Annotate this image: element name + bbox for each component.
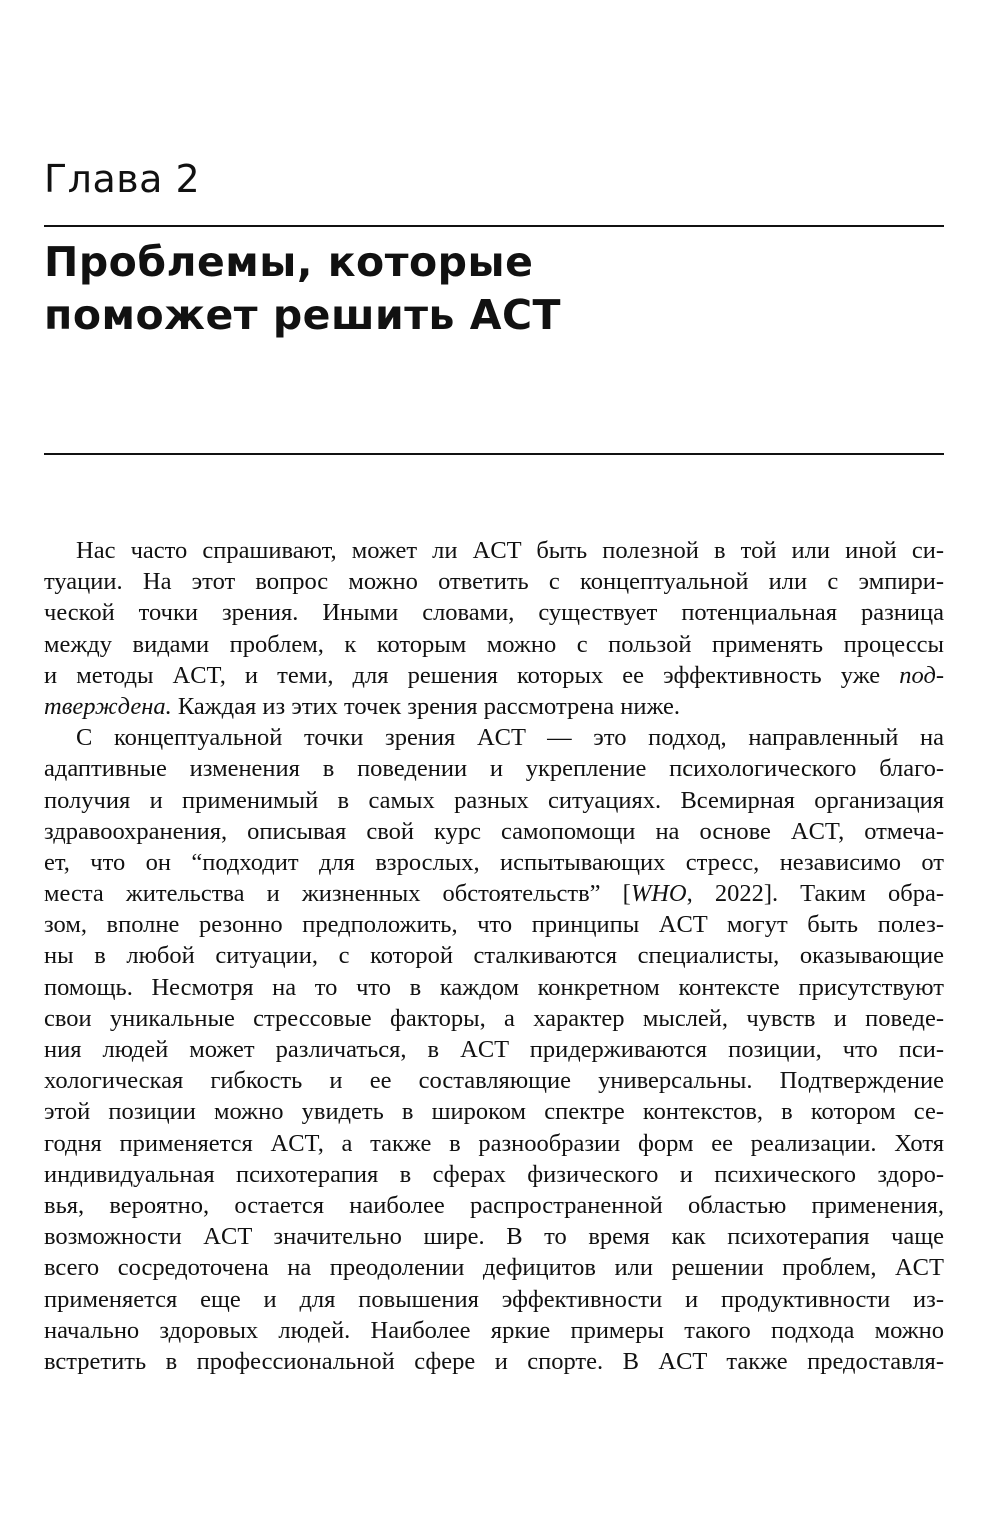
text-line xyxy=(44,972,944,1003)
bottom-divider xyxy=(44,453,944,455)
text-segment: места жительства и жизненных обстоятельств” [ xyxy=(44,880,631,908)
text-segment: зом, вполне резонно предположить, что принципы ACT могут быть полез- xyxy=(44,911,944,939)
text-segment: ческой точки зрения. Иными словами, существует потенциальная разница xyxy=(44,599,944,627)
chapter-label: Глава 2 xyxy=(44,157,201,201)
text-segment: помощь. Несмотря на то что в каждом конкретном контексте присутствуют xyxy=(44,973,944,1001)
italic-text: под- xyxy=(899,661,944,689)
paragraph xyxy=(44,535,944,722)
text-segment: ет, что он “подходит для взрослых, испытывающих стресс, независимо от xyxy=(44,848,944,876)
italic-text: WHO xyxy=(630,880,687,908)
text-line xyxy=(44,629,944,660)
top-divider xyxy=(44,225,944,227)
text-line xyxy=(44,1065,944,1096)
text-line xyxy=(44,909,944,940)
text-line xyxy=(44,1346,944,1377)
text-line xyxy=(44,597,944,628)
text-segment: этой позиции можно увидеть в широком спектре контекстов, в котором се- xyxy=(44,1098,944,1126)
text-line xyxy=(44,1003,944,1034)
text-line xyxy=(44,1034,944,1065)
text-segment: Нас часто спрашивают, может ли ACT быть полезной в той или иной си- xyxy=(76,537,944,564)
text-segment: С концептуальной точки зрения ACT — это подход, направленный на xyxy=(76,724,944,752)
paragraph xyxy=(44,722,944,1377)
text-segment: начально здоровых людей. Наиболее яркие примеры такого подхода можно xyxy=(44,1316,944,1344)
text-segment: ны в любой ситуации, с которой сталкиваются специалисты, оказывающие xyxy=(44,942,944,970)
text-segment: годня применяется ACT, а также в разнообразии форм ее реализации. Хотя xyxy=(44,1129,944,1157)
text-line xyxy=(44,535,944,566)
text-segment: получия и применимый в самых разных ситуациях. Всемирная организация xyxy=(44,786,944,814)
text-line xyxy=(44,1221,944,1252)
text-line xyxy=(44,785,944,816)
text-line xyxy=(44,1252,944,1283)
text-line xyxy=(44,1315,944,1346)
text-line xyxy=(44,1159,944,1190)
text-line xyxy=(44,722,944,753)
chapter-title xyxy=(44,236,944,342)
text-segment: индивидуальная психотерапия в сферах физического и психического здоро- xyxy=(44,1160,944,1188)
text-line xyxy=(44,816,944,847)
text-line xyxy=(44,1284,944,1315)
text-segment: Каждая из этих точек зрения рассмотрена ниже. xyxy=(171,692,681,720)
text-line xyxy=(44,660,944,691)
text-line xyxy=(44,940,944,971)
chapter-title-line: Проблемы, которые xyxy=(44,238,534,286)
text-line xyxy=(44,1096,944,1127)
text-line xyxy=(44,847,944,878)
text-segment: свои уникальные стрессовые факторы, а характер мыслей, чувств и поведе- xyxy=(44,1004,944,1032)
text-segment: ния людей может различаться, в ACT придерживаются позиции, что пси- xyxy=(44,1036,944,1063)
text-segment: возможности ACT значительно шире. В то время как психотерапия чаще xyxy=(44,1223,944,1251)
text-segment: , 2022]. Таким обра- xyxy=(686,880,945,908)
text-segment: применяется еще и для повышения эффективности и продуктивности из- xyxy=(44,1285,944,1313)
text-line xyxy=(44,753,944,784)
text-segment: встретить в профессиональной сфере и спорте. В ACT также предоставля- xyxy=(44,1347,944,1375)
chapter-title-line: поможет решить ACT xyxy=(44,291,561,339)
body-text xyxy=(44,535,944,1377)
text-segment: здравоохранения, описывая свой курс самопомощи на основе ACT, отмеча- xyxy=(44,817,944,845)
italic-text: тверждена. xyxy=(44,692,172,720)
text-segment: и методы ACT, и теми, для решения которых ее эффективность уже xyxy=(44,661,900,689)
text-segment: между видами проблем, к которым можно с пользой применять процессы xyxy=(44,630,944,658)
text-line xyxy=(44,691,944,722)
text-line xyxy=(44,878,944,909)
text-line xyxy=(44,1128,944,1159)
text-segment: хологическая гибкость и ее составляющие универсальны. Подтверждение xyxy=(44,1067,944,1095)
text-segment: туации. На этот вопрос можно ответить с концептуальной или с эмпири- xyxy=(44,568,944,596)
text-line xyxy=(44,566,944,597)
text-segment: вья, вероятно, остается наиболее распространенной областью применения, xyxy=(44,1191,944,1219)
text-segment: адаптивные изменения в поведении и укрепление психологического благо- xyxy=(44,755,944,783)
text-segment: всего сосредоточена на преодолении дефицитов или решении проблем, ACT xyxy=(44,1254,944,1282)
text-line xyxy=(44,1190,944,1221)
